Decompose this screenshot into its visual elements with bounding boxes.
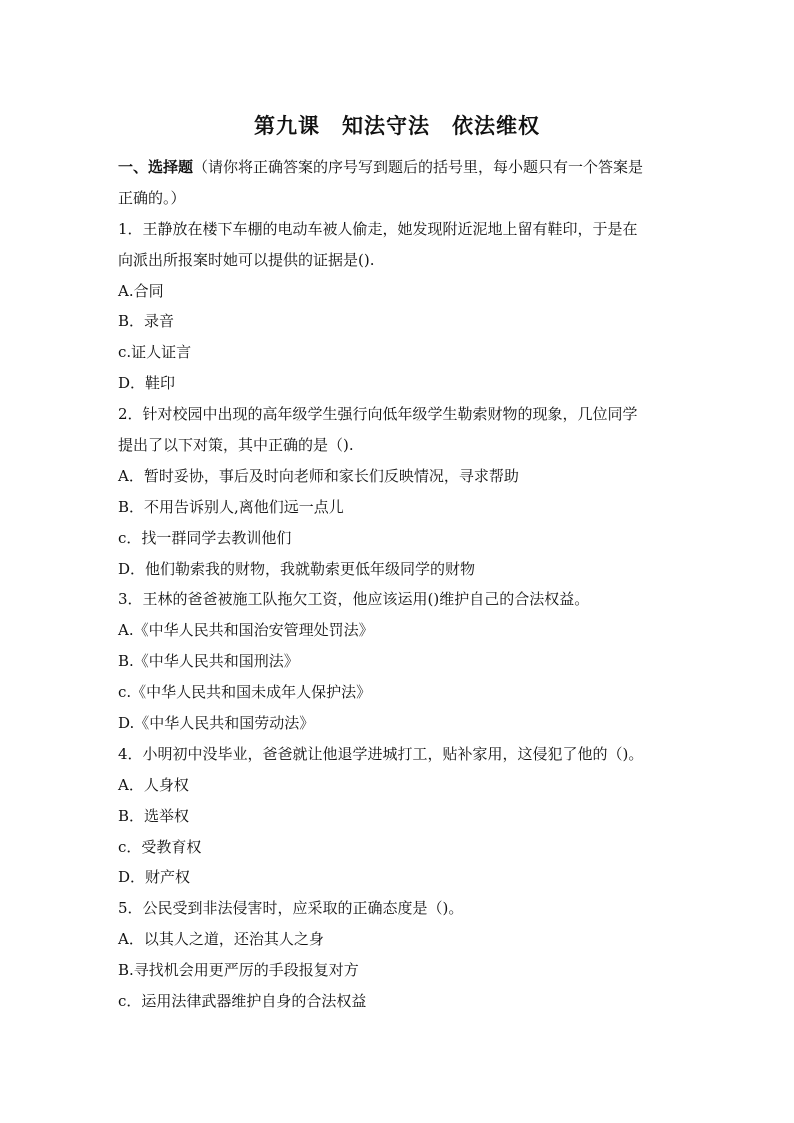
- question-4-option-c: c．受教育权: [118, 837, 202, 856]
- question-1-option-d: D．鞋印: [118, 374, 176, 393]
- section-instruction-line: 正确的。）: [118, 188, 186, 207]
- question-1-option-b: B．录音: [118, 312, 175, 331]
- question-1-option-a: A.合同: [118, 281, 164, 300]
- question-5-option-a: A．以其人之道，还治其人之身: [118, 930, 324, 949]
- question-5-option-c: c．运用法律武器维护自身的合法权益: [118, 992, 367, 1011]
- question-2-option-b: B．不用告诉别人,离他们远一点儿: [118, 497, 344, 516]
- document-title: 第九课 知法守法 依法维权: [254, 113, 540, 138]
- section-heading: 一、选择题: [118, 158, 194, 176]
- question-3-option-c: c.《中华人民共和国未成年人保护法》: [118, 683, 372, 702]
- question-3-option-a: A.《中华人民共和国治安管理处罚法》: [118, 621, 374, 640]
- question-2-option-d: D．他们勒索我的财物，我就勒索更低年级同学的财物: [118, 559, 476, 578]
- question-4-option-a: A．人身权: [118, 775, 189, 794]
- question-4-option-b: B．选举权: [118, 806, 190, 825]
- question-1-option-c: c.证人证言: [118, 343, 192, 362]
- question-3-stem: 3．王林的爸爸被施工队拖欠工资，他应该运用()维护自己的合法权益。: [118, 590, 590, 609]
- question-4-stem: 4．小明初中没毕业，爸爸就让他退学进城打工，贴补家用，这侵犯了他的（)。: [118, 744, 644, 763]
- question-3-option-d: D.《中华人民共和国劳动法》: [118, 714, 315, 733]
- question-3-option-b: B.《中华人民共和国刑法》: [118, 652, 299, 671]
- question-2-option-a: A．暂时妥协，事后及时向老师和家长们反映情况，寻求帮助: [118, 466, 519, 485]
- question-5-stem: 5．公民受到非法侵害时，应采取的正确态度是（)。: [118, 899, 464, 918]
- question-1-stem: 向派出所报案时她可以提供的证据是().: [118, 250, 375, 269]
- question-2-option-c: c．找一群同学去教训他们: [118, 528, 292, 547]
- question-2-stem: 提出了以下对策，其中正确的是（).: [118, 436, 354, 455]
- question-1-stem: 1．王静放在楼下车棚的电动车被人偷走，她发现附近泥地上留有鞋印，于是在: [118, 219, 638, 238]
- section-instruction: （请你将正确答案的序号写到题后的括号里，每小题只有一个答案是: [193, 158, 644, 176]
- question-4-option-d: D．财产权: [118, 868, 191, 887]
- section-instruction-line: [118, 152, 688, 183]
- question-2-stem: 2．针对校园中出现的高年级学生强行向低年级学生勒索财物的现象，几位同学: [118, 405, 638, 424]
- document-body: [118, 152, 688, 1017]
- question-5-option-b: B.寻找机会用更严厉的手段报复对方: [118, 961, 359, 980]
